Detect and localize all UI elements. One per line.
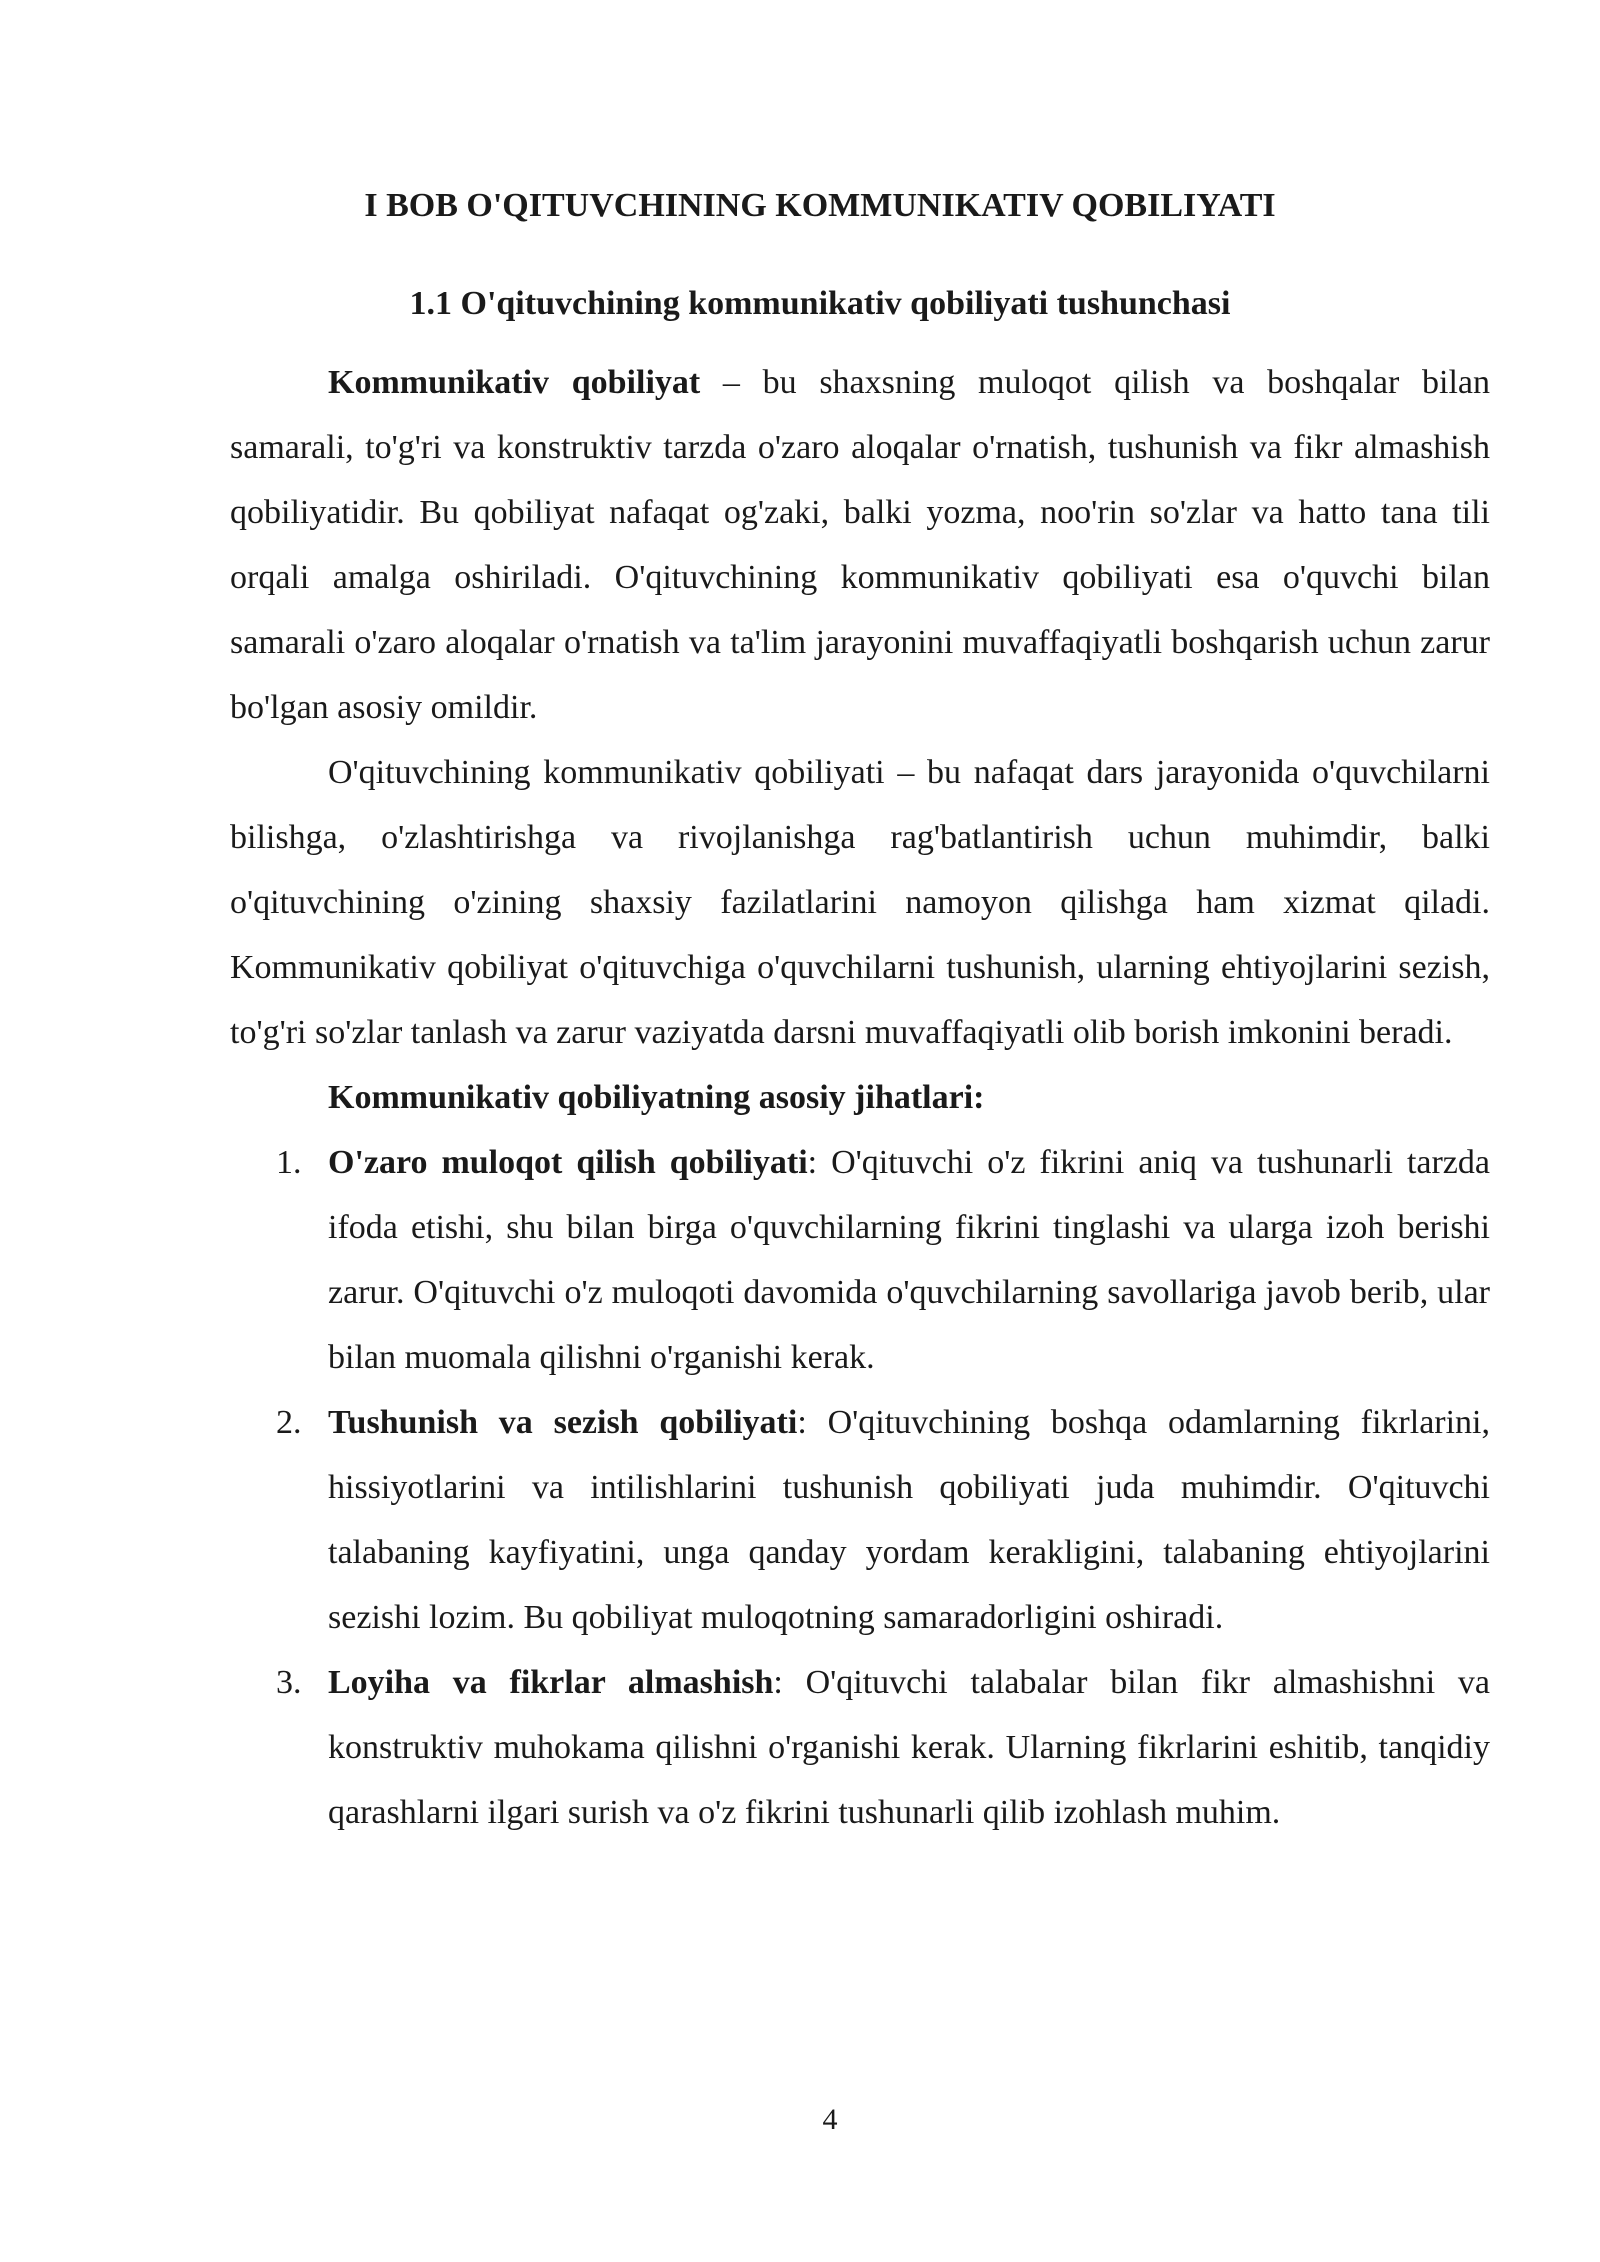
page-number: 4 (822, 2103, 838, 2136)
paragraph-text: O'qituvchining kommunikativ qobiliyati – bu nafaqat dars jarayonida o'quvchilarni bilishga, o'zlashtirishga va rivojlanishga rag'batlantirish uchun muhimdir, balki o'qituvchining o'zining shaxsiy fazilatlarini namoyon qilishga ham xizmat qiladi. Kommunikativ qobiliyat o'qituvchiga o'quvchilarni tushunish, ularning ehtiyojlarini sezish, to'g'ri so'zlar tanlash va zarur vaziyatda darsni muvaffaqiyatli olib borish imkonini beradi. (230, 754, 1490, 1051)
list-item-title: Tushunish va sezish qobiliyati (328, 1404, 798, 1441)
list-heading: Kommunikativ qobiliyatning asosiy jihatlari: (328, 1079, 985, 1116)
paragraph-teacher-ability (230, 740, 1490, 1065)
list-item-title: Loyiha va fikrlar almashish (328, 1664, 774, 1701)
section-title: 1.1 O'qituvchining kommunikativ qobiliyati tushunchasi (409, 285, 1231, 322)
document-body (230, 350, 1490, 1845)
list-number: 1. (276, 1144, 302, 1181)
list-item-text: : O'qituvchi o'z fikrini aniq va tushunarli tarzda ifoda etishi, shu bilan birga o'quvchilarning fikrini tinglashi va ularga izoh berishi zarur. O'qituvchi o'z muloqoti davomida o'quvchilarning savollariga javob berib, ular bilan muomala qilishni o'rganishi kerak. (328, 1144, 1490, 1376)
list-item (230, 1650, 1490, 1845)
list-number: 3. (276, 1664, 302, 1701)
aspects-list (230, 1130, 1490, 1845)
list-item-text: : O'qituvchining boshqa odamlarning fikrlarini, hissiyotlarini va intilishlarini tushunish qobiliyati juda muhimdir. O'qituvchi talabaning kayfiyatini, unga qanday yordam kerakligini, talabaning ehtiyojlarini sezishi lozim. Bu qobiliyat muloqotning samaradorligini oshiradi. (328, 1404, 1491, 1636)
list-item (230, 1130, 1490, 1390)
paragraph-definition (230, 350, 1490, 740)
list-number: 2. (276, 1404, 302, 1441)
list-item-title: O'zaro muloqot qilish qobiliyati (328, 1144, 808, 1181)
list-item (230, 1390, 1490, 1650)
term-bold: Kommunikativ qobiliyat (328, 364, 701, 401)
list-item-text: : O'qituvchi talabalar bilan fikr almashishni va konstruktiv muhokama qilishni o'rganishi kerak. Ularning fikrlarini eshitib, tanqidiy qarashlarni ilgari surish va o'z fikrini tushunarli qilib izohlash muhim. (328, 1664, 1490, 1831)
paragraph-text: – bu shaxsning muloqot qilish va boshqalar bilan samarali, to'g'ri va konstruktiv tarzda o'zaro aloqalar o'rnatish, tushunish va fikr almashish qobiliyatidir. Bu qobiliyat nafaqat og'zaki, balki yozma, noo'rin so'zlar va hatto tana tili orqali amalga oshiriladi. O'qituvchining kommunikativ qobiliyati esa o'quvchi bilan samarali o'zaro aloqalar o'rnatish va ta'lim jarayonini muvaffaqiyatli boshqarish uchun zarur bo'lgan asosiy omildir. (230, 364, 1490, 726)
chapter-title: I BOB O'QITUVCHINING KOMMUNIKATIV QOBILIYATI (364, 187, 1276, 224)
